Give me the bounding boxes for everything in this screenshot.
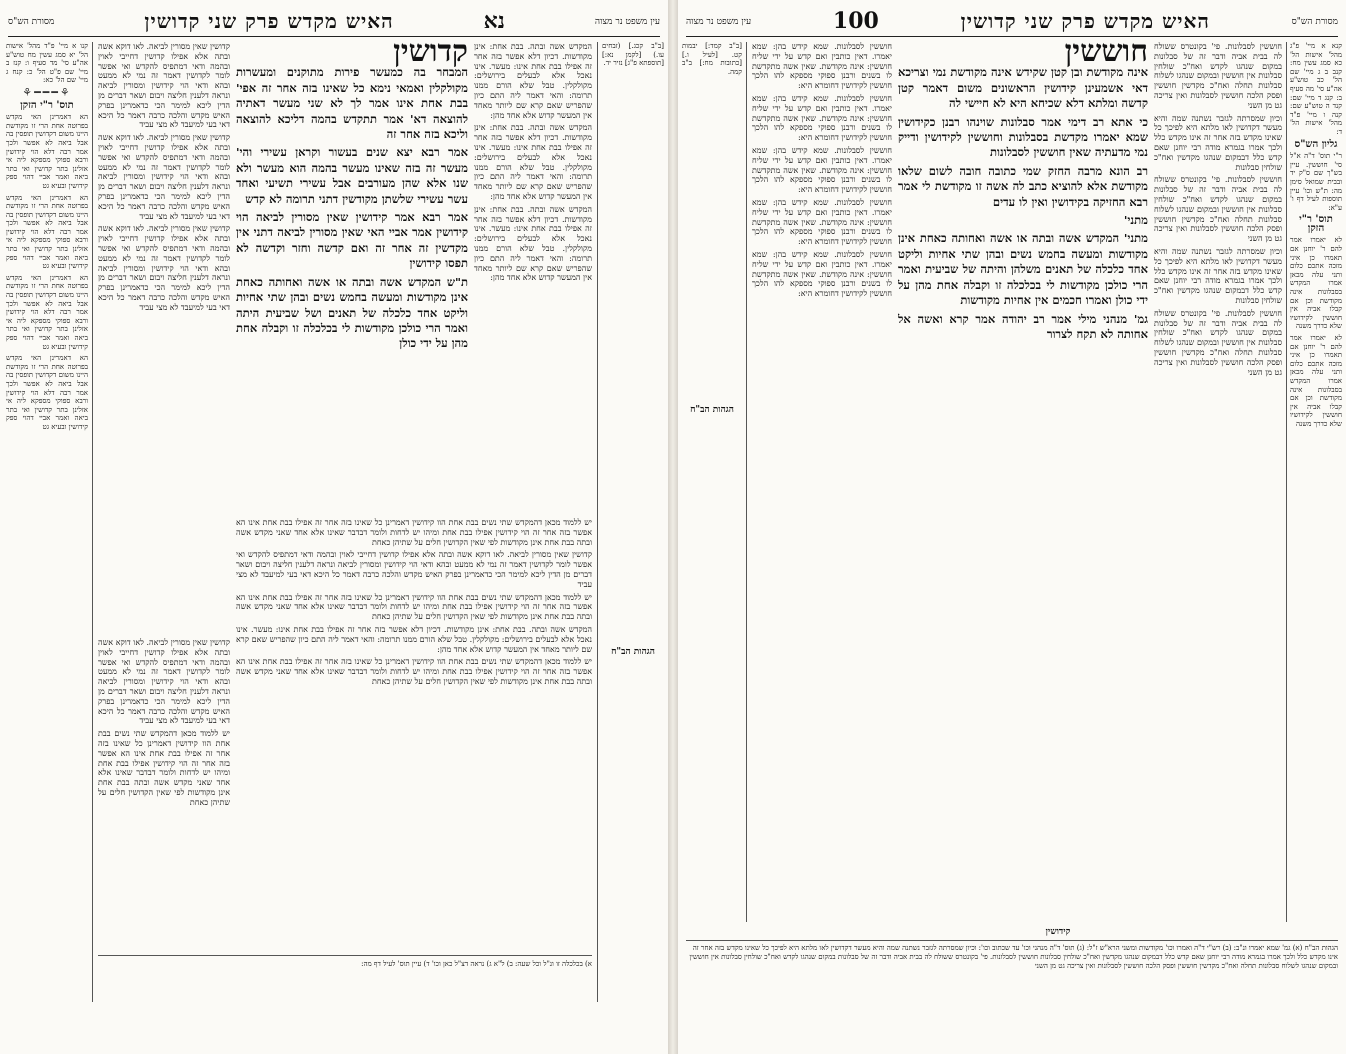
left-tosafot-column — [98, 42, 230, 632]
right-footnote-text-cont2: חוששין לסבלונות. פי' בקונטרס ששולח לה בבית אביה ודבר זה של סבלונות במקום שנהגו לקדש ואח"כ שולחין סבלונות אין חוששין ובמקום שנהגו לשלוח סבלונות תחלה ואח"כ מקדשין חוששין ופסק הלכה חוששין לסבלונות ואין צריכה גט מן השני — [689, 953, 1338, 970]
right-masoret-column — [682, 42, 742, 922]
right-outer-column — [1290, 42, 1342, 922]
left-lower-commentary — [236, 518, 592, 948]
right-footnote — [686, 944, 1338, 1048]
right-hagahot-label: הגהות הב"ח — [690, 405, 734, 416]
left-lower-commentary-2: קדושין שאין מסורין לביאה. לאו דוקא אשה ובתה אלא אפילו קדושין דחייבי לאוין ובהמה ודאי דמתפיס להקדש ואי אפשר לומר לקדושין דאמר זה נמי לא ממעט ובהא ודאי הוי קידושין ומסורין לביאה ונראה דלענין חליצה ויבום ושאר דברים מן הדין ליכא למימר הכי כדאמרינן בפרק האיש מקדש והלכה כרבה דאמר כל היכא דאי בעי למיעבד לא מצי עביד — [236, 550, 592, 589]
right-ein-mishpat: קנא א מיי' פ"ג מהל' אישות הל' כא סמג עשין מח: קנב ב ג מיי' שם הל' כב טוש"ע אה"ע סי' מה סעיף ב: קנג ד מיי' שם: קנד ה טוש"ע שם: קנה ו מיי' פ"ד מהל' אישות הל' ד: — [1290, 42, 1342, 136]
left-footnote: א) בכלכלה זו ונ"ל וכל שעה: ב) ל"א ג) נראה דצ"ל כאן וכו' ד) עיין תוס' לעיל דף מה: — [361, 960, 592, 968]
right-rashi-text-cont3: חוששין לסבלונות. שמא קידש בהן: שמא יאמרו. דאין כותבין ואם קדש על ידי שליח חוששין: אינה מקודשת. שאין אשה מתקדשת לו בשנים ורבנן ספוקי מספקא להו הלכך חוששין לקידושין דחומרא היא: — [752, 197, 892, 247]
left-lower-commentary-5: יש ללמוד מכאן דהמקדש שתי נשים בבת אחת הוו קידושין דאמרינן כל שאינו בזה אחר זה אפילו בבת אחת אינו הא אפשר בזה אחר זה הוי קידושין אפילו בבת אחת ומיהו יש לדחות ולומר דבדבר שאינו אלא אחד שאני מקדש אשה ובתה בבת אחת אינן מקודשות לפי שאין הקדושין חלים על שתיהן כאחת — [236, 657, 592, 686]
left-rashi-column — [474, 42, 592, 512]
left-lower-tosafot-1: קדושין שאין מסורין לביאה. לאו דוקא אשה ובתה אלא אפילו קדושין דחייבי לאוין ובהמה ודאי דמתפיס להקדש ואי אפשר לומר לקדושין דאמר זה נמי לא ממעט ובהא ודאי הוי קידושין ומסורין לביאה ונראה דלענין חליצה ויבום ושאר דברים מן הדין ליכא למימר הכי כדאמרינן בפרק האיש מקדש והלכה כרבה דאמר כל היכא דאי בעי למיעבד לא מצי עביד — [98, 638, 230, 726]
right-tosafot-text-cont: חוששין לסבלונות. פי' בקונטרס ששולח לה בבית אביה ודבר זה של סבלונות במקום שנהגו לקדש ואח"כ שולחין סבלונות אין חוששין ובמקום שנהגו לשלוח סבלונות תחלה ואח"כ מקדשין חוששין ופסק הלכה חוששין לסבלונות ואין צריכה גט מן השני — [1154, 175, 1282, 244]
right-rashi-text-cont: חוששין לסבלונות. שמא קידש בהן: שמא יאמרו. דאין כותבין ואם קדש על ידי שליח חוששין: אינה מקודשת. שאין אשה מתקדשת לו בשנים ורבנן ספוקי מספקא להו הלכך חוששין לקידושין דחומרא היא: — [752, 93, 892, 143]
right-rule-1 — [746, 42, 747, 922]
left-rashi-text: המקדש אשה ובתה. בבת אחת: אינן מקודשות. דכיון דלא אפשר בזה אחר זה אפילו בבת אחת אינו: מעשר. אינו נאכל אלא לבעלים בירושלים: מקולקלין. טבל שלא הורם ממנו תרומה: והאי דאמר ליה התם כיון שהפריש שאם קרא שם ליותר מאחד אין המעשר קדוש אלא אחד מהן: — [474, 42, 592, 120]
right-gemara-para-1: אינה מקודשת ובן קטן שקידש אינה מקודשת נמי וצריכא דאי אשמעינן קידושין הראשונים משום דאמר קטן קדשה ומלתא דלא שכיחא היא לא חיישי לה — [898, 65, 1148, 111]
right-rashi-column — [752, 42, 892, 922]
left-gemara-para-1: המבחר בה כמעשר פירות מתוקנים ומעשרות מקולקלין ואמאי נימא כל שאינו בזה אחר זה אפי' בבת אחת אינו אמר לך לא שני מעשר דאתיה להוצאה דא' אמר תתקדש בהמה דליכא להוצאה וליכא בזה אחר זה — [236, 65, 468, 142]
left-lower-tosafot — [98, 638, 230, 948]
right-tosafot-column — [1154, 42, 1282, 922]
left-lower-tosafot-2: יש ללמוד מכאן דהמקדש שתי נשים בבת אחת הוו קידושין דאמרינן כל שאינו בזה אחר זה אפילו בבת אחת אינו הא אפשר בזה אחר זה הוי קידושין אפילו בבת אחת ומיהו יש לדחות ולומר דבדבר שאינו אלא אחד שאני מקדש אשה ובתה בבת אחת אינן מקודשות לפי שאין הקדושין חלים על שתיהן כאחת — [98, 729, 230, 807]
right-gemara-para-3: רב הונא מרבה החזק שמי כתובה חובה לשום שלאו מקודשת אלא להוציא כתב לה אשה זו מקודשת לי אמר רבא החזיקה בקידושין ואין לו עדים — [898, 163, 1148, 209]
left-ri-hazaken-text: הא דאמרינן האי מקדש בפרוטה אחת הרי זו מקודשת היינו משום דקדושין תופסין בה אבל ביאה לא אפשר ולכך אמר רבה דלא הוי קידושין ורבא ספוקי מספקא ליה אי אזלינן בתר קדושין ואי בתר ביאה ואמר אביי דהוי ספק קידושין ובעיא גט — [6, 113, 88, 190]
right-dibbur-hamatchil: חוששין — [1064, 42, 1148, 69]
decorative-divider-icon: ⚘━━━⚘ — [22, 85, 72, 99]
right-mishnah-label: מתני' — [1123, 213, 1148, 228]
left-masoret-notes: [ב"ב קכג.] (זבחים עו.) [לקמן נא:] [תוספתא פ"ג] נזיר יד. — [602, 42, 664, 68]
left-ri-hazaken-text-cont: הא דאמרינן האי מקדש בפרוטה אחת הרי זו מקודשת היינו משום דקדושין תופסין בה אבל ביאה לא אפשר ולכך אמר רבה דלא הוי קידושין ורבא ספוקי מספקא ליה אי אזלינן בתר קדושין ואי בתר ביאה ואמר אביי דהוי ספק קידושין ובעיא גט — [6, 193, 88, 271]
left-folio-number: נא — [483, 8, 505, 34]
left-tosafot-text-cont: קדושין שאין מסורין לביאה. לאו דוקא אשה ובתה אלא אפילו קדושין דחייבי לאוין ובהמה ודאי דמתפיס להקדש ואי אפשר לומר לקדושין דאמר זה נמי לא ממעט ובהא ודאי הוי קידושין ומסורין לביאה ונראה דלענין חליצה ויבום ושאר דברים מן הדין ליכא למימר הכי כדאמרינן בפרק האיש מקדש והלכה כרבה דאמר כל היכא דאי בעי למיעבד לא מצי עביד — [98, 133, 230, 221]
right-footnote-text-cont: וכיון שמסרתה לגזבר נשתנה שמה והיא מעשר דקדושין לאו מלתא היא לפיכך כל שאינו מקדש בזה אחר זה אינו מקדש כלל ולכך אמרו בגמרא מודה רבי יוחנן שאם קדש כלל דבמקום שנהגו מקדשין ואח"כ שולחין סבלונות — [692, 944, 1338, 961]
left-dibbur-hamatchil: קדושין — [393, 42, 468, 69]
left-outer-column — [6, 42, 88, 1002]
right-footnote-rule — [686, 940, 1338, 941]
right-gilyon-text: ר"י תוס' ד"ה א"ל סי' חוששין. עיין בש"ך שם ס"ק יד ובבית שמואל סימן מה: ת"ש וכו' עיין תוספות לעיל דף ו' ע"א: — [1290, 152, 1342, 212]
left-outer-label: עין משפט נר מצוה — [594, 16, 660, 27]
right-commentary-text: וכיון שמסרתה לגזבר נשתנה שמה והיא מעשר דקדושין לאו מלתא היא לפיכך כל שאינו מקדש בזה אחר זה אינו מקדש כלל ולכך אמרו בגמרא מודה רבי יוחנן שאם קדש כלל דבמקום שנהגו מקדשין ואח"כ שולחין סבלונות — [1154, 113, 1282, 172]
right-gilyon-label: גליון הש"ס — [1294, 138, 1338, 150]
right-masoret-notes: [ב"ב קמד:] יבמות קט. [לעיל ו.] [כתובות מח:] ב"ב קמה. — [682, 42, 742, 76]
left-tosafot-ri-label: תוס' ר"י הזקן — [20, 99, 74, 111]
right-tosafot-text-cont2: חוששין לסבלונות. פי' בקונטרס ששולח לה בבית אביה ודבר זה של סבלונות במקום שנהגו לקדש ואח"כ שולחין סבלונות אין חוששין ובמקום שנהגו לשלוח סבלונות תחלה ואח"כ מקדשין חוששין ופסק הלכה חוששין לסבלונות ואין צריכה גט מן השני — [1154, 308, 1282, 377]
left-running-title: האיש מקדש פרק שני קדושין — [144, 8, 394, 33]
right-folio-number: 100 — [832, 8, 879, 34]
right-outer-label: עין משפט נר מצוה — [686, 16, 752, 27]
right-tosafot-text: חוששין לסבלונות. פי' בקונטרס ששולח לה בבית אביה ודבר זה של סבלונות במקום שנהגו לקדש ואח"כ שולחין סבלונות אין חוששין ובמקום שנהגו לשלוח סבלונות תחלה ואח"כ מקדשין חוששין ופסק הלכה חוששין לסבלונות ואין צריכה גט מן השני — [1154, 42, 1282, 110]
right-commentary-text-cont: וכיון שמסרתה לגזבר נשתנה שמה והיא מעשר דקדושין לאו מלתא היא לפיכך כל שאינו מקדש בזה אחר זה אינו מקדש כלל ולכך אמרו בגמרא מודה רבי יוחנן שאם קדש כלל דבמקום שנהגו מקדשין ואח"כ שולחין סבלונות — [1154, 246, 1282, 305]
left-lower-commentary-4: המקדש אשה ובתה. בבת אחת: אינן מקודשות. דכיון דלא אפשר בזה אחר זה אפילו בבת אחת אינו: מעשר. אינו נאכל אלא לבעלים בירושלים: מקולקלין. טבל שלא הורם ממנו תרומה: והאי דאמר ליה התם כיון שהפריש שאם קרא שם ליותר מאחד אין המעשר קדוש אלא אחד מהן: — [236, 624, 592, 654]
left-masoret-label: מסורת הש"ס — [8, 16, 55, 27]
left-footnote-rule — [98, 955, 592, 956]
right-masoret-label: מסורת הש"ס — [1291, 16, 1338, 27]
right-gemara-column — [898, 42, 1148, 922]
left-rashi-text-cont: המקדש אשה ובתה. בבת אחת: אינן מקודשות. דכיון דלא אפשר בזה אחר זה אפילו בבת אחת אינו: מעשר. אינו נאכל אלא לבעלים בירושלים: מקולקלין. טבל שלא הורם ממנו תרומה: והאי דאמר ליה התם כיון שהפריש שאם קרא שם ליותר מאחד אין המעשר קדוש אלא אחד מהן: — [474, 123, 592, 201]
left-rule-2 — [597, 42, 598, 1002]
left-rule-1 — [92, 42, 93, 1002]
left-gemara-para-2: אמר רבא יצא שנים בעשור וקראן עשירי והי' מעשר זה בזה שאינו מעשר בהמה הוא מעשר ולא שנו אלא שהן מעורבים אבל עשירי תשיעי ואחד עשר עשירי שלשתן מקודשין דתני תרומה לא קדש — [236, 145, 468, 206]
left-tosafot-text-cont2: קדושין שאין מסורין לביאה. לאו דוקא אשה ובתה אלא אפילו קדושין דחייבי לאוין ובהמה ודאי דמתפיס להקדש ואי אפשר לומר לקדושין דאמר זה נמי לא ממעט ובהא ודאי הוי קידושין ומסורין לביאה ונראה דלענין חליצה ויבום ושאר דברים מן הדין ליכא למימר הכי כדאמרינן בפרק האיש מקדש והלכה כרבה דאמר כל היכא דאי בעי למיעבד לא מצי עביד — [98, 224, 230, 312]
right-gemara-para-2: כי אתא רב דימי אמר סבלונות שוינהו רבנן כקידושין שמא יאמרו מקדשת בסבלונות וחוששין לקידושין ודייק נמי מדעתיה שאין חוששין לסבלונות — [898, 114, 1148, 160]
right-page — [678, 0, 1346, 1054]
right-rashi-text-cont4: חוששין לסבלונות. שמא קידש בהן: שמא יאמרו. דאין כותבין ואם קדש על ידי שליח חוששין: אינה מקודשת. שאין אשה מתקדשת לו בשנים ורבנן ספוקי מספקא להו הלכך חוששין לקידושין דחומרא היא: — [752, 249, 892, 299]
right-gemara-para-5: גמ' מנהני מילי אמר רב יהודה אמר קרא ואשה אל אחותה לא תקח לצרור — [898, 311, 1148, 341]
right-footnote-text: הגהות הב"ח (א) גמ' שמא יאמרו ונ"ב: (ב) רש"י ד"ה ואמרו וכו' מקודשות ומשני הרא"ש ז"ל: (ג) תוס' ד"ה מנהני וכו' עד שכתוב וכו': — [978, 944, 1338, 952]
right-rashi-text-cont2: חוששין לסבלונות. שמא קידש בהן: שמא יאמרו. דאין כותבין ואם קדש על ידי שליח חוששין: אינה מקודשת. שאין אשה מתקדשת לו בשנים ורבנן ספוקי מספקא להו הלכך חוששין לקידושין דחומרא היא: — [752, 145, 892, 195]
left-lower-commentary-1: יש ללמוד מכאן דהמקדש שתי נשים בבת אחת הוו קידושין דאמרינן כל שאינו בזה אחר זה אפילו בבת אחת אינו הא אפשר בזה אחר זה הוי קידושין אפילו בבת אחת ומיהו יש לדחות ולומר דבדבר שאינו אלא אחד שאני מקדש אשה ובתה בבת אחת אינן מקודשות לפי שאין הקדושין חלים על שתיהן כאחת — [236, 518, 592, 547]
left-masoret-column — [602, 42, 664, 1002]
right-ri-hazaken-text-cont: לא יאמרו אמר להם ר' יוחנן אם תאמרו כן איני מזכה אתכם כלום ותני עלה מכאן אמרו המקדש בסבלונות אינה מקודשת וכן אם קבלו אביה אין חוששין לקידושיו שלא כדרך משנה — [1290, 334, 1342, 428]
left-ein-mishpat: קנו א מיי' פ"ד מהל' אישות הל' יא סמג עשין מח טוש"ע אה"ע סי' מד סעיף ו: קנז ב מיי' שם פ"ט הל' כ: קנח ג מיי' שם הל' כא: — [6, 42, 88, 85]
left-lower-commentary-3: יש ללמוד מכאן דהמקדש שתי נשים בבת אחת הוו קידושין דאמרינן כל שאינו בזה אחר זה אפילו בבת אחת אינו הא אפשר בזה אחר זה הוי קידושין אפילו בבת אחת ומיהו יש לדחות ולומר דבדבר שאינו אלא אחד שאני מקדש אשה ובתה בבת אחת אינן מקודשות לפי שאין הקדושין חלים על שתיהן כאחת — [236, 592, 592, 622]
right-running-title: האיש מקדש פרק שני קדושין — [960, 8, 1210, 33]
right-rashi-text: חוששין לסבלונות. שמא קידש בהן: שמא יאמרו. דאין כותבין ואם קדש על ידי שליח חוששין: אינה מקודשת. שאין אשה מתקדשת לו בשנים ורבנן ספוקי מספקא להו הלכך חוששין לקידושין דחומרא היא: — [752, 42, 892, 91]
right-rule-2 — [1286, 42, 1287, 922]
left-gemara-para-3: אמר רבא אמר קידושין שאין מסורין לביאה הוי קידושין אמר אביי האי שאין מסורין לביאה דתני אין מקדשין זה אחר זה ואם קדשה וחזר וקדשה לא תפסו קידושין — [236, 210, 468, 271]
right-marginal-catchword: קידושין — [1045, 927, 1071, 937]
right-tosafot-ri-label: תוס' ר"י הזקן — [1299, 214, 1333, 234]
left-page-header — [8, 6, 660, 37]
left-hagahot-label: הגהות הב"ח — [611, 646, 655, 657]
right-ri-hazaken-text: לא יאמרו אמר להם ר' יוחנן אם תאמרו כן איני מזכה אתכם כלום ותני עלה מכאן אמרו המקדש בסבלונות אינה מקודשת וכן אם קבלו אביה אין חוששין לקידושיו שלא כדרך משנה — [1290, 236, 1342, 331]
left-ri-hazaken-text-cont3: הא דאמרינן האי מקדש בפרוטה אחת הרי זו מקודשת היינו משום דקדושין תופסין בה אבל ביאה לא אפשר ולכך אמר רבה דלא הוי קידושין ורבא ספוקי מספקא ליה אי אזלינן בתר קדושין ואי בתר ביאה ואמר אביי דהוי ספק קידושין ובעיא גט — [6, 354, 88, 431]
left-gemara-para-4: ת"ש המקדש אשה ובתה או אשה ואחותה כאחת אינן מקודשות ומעשה בחמש נשים ובהן שתי אחיות וליקט אחד כלכלה של תאנים ושל שביעית היתה ואמר הרי כולכן מקודשות לי בכלכלה זו וקבלה אחת מהן על ידי כולן — [236, 274, 468, 351]
right-gemara-para-4: מתני' המקדש אשה ובתה או אשה ואחותה כאחת אינן מקודשות ומעשה בחמש נשים ובהן שתי אחיות וליקט אחד כלכלה של תאנים משלהן והיתה של שביעית ואמר הרי כולכן מקודשות לי בכלכלה זו וקבלה אחת מהן על ידי כולן ואמרו חכמים אין אחיות מקודשות — [898, 231, 1148, 308]
left-rashi-text-cont2: המקדש אשה ובתה. בבת אחת: אינן מקודשות. דכיון דלא אפשר בזה אחר זה אפילו בבת אחת אינו: מעשר. אינו נאכל אלא לבעלים בירושלים: מקולקלין. טבל שלא הורם ממנו תרומה: והאי דאמר ליה התם כיון שהפריש שאם קרא שם ליותר מאחד אין המעשר קדוש אלא אחד מהן: — [474, 204, 592, 283]
left-gemara-column — [236, 42, 468, 512]
left-tosafot-text: קדושין שאין מסורין לביאה. לאו דוקא אשה ובתה אלא אפילו קדושין דחייבי לאוין ובהמה ודאי דמתפיס להקדש ואי אפשר לומר לקדושין דאמר זה נמי לא ממעט ובהא ודאי הוי קידושין ומסורין לביאה ונראה דלענין חליצה ויבום ושאר דברים מן הדין ליכא למימר הכי כדאמרינן בפרק האיש מקדש והלכה כרבה דאמר כל היכא דאי בעי למיעבד לא מצי עביד — [98, 42, 230, 130]
book-gutter — [668, 0, 678, 1054]
right-page-header — [686, 6, 1338, 37]
left-page — [0, 0, 668, 1054]
left-ri-hazaken-text-cont2: הא דאמרינן האי מקדש בפרוטה אחת הרי זו מקודשת היינו משום דקדושין תופסין בה אבל ביאה לא אפשר ולכך אמר רבה דלא הוי קידושין ורבא ספוקי מספקא ליה אי אזלינן בתר קדושין ואי בתר ביאה ואמר אביי דהוי ספק קידושין ובעיא גט — [6, 273, 88, 351]
